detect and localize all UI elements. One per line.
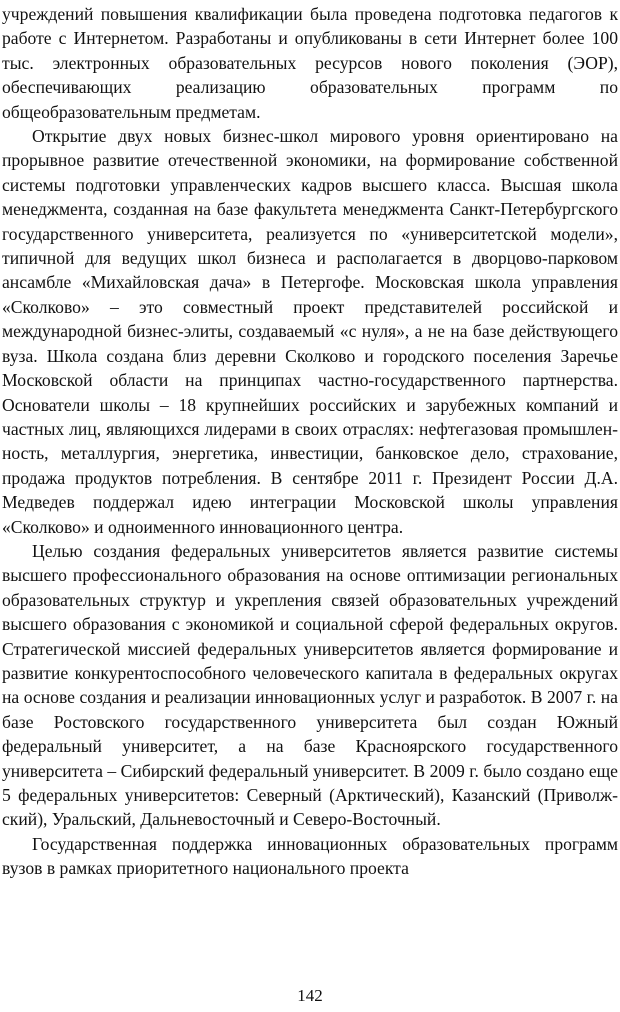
paragraph-1: учреждений повышения квалификации была проведена подготовка педагогов к работе с Интернетом. Разработаны и опубликованы в сети Интернет более 100 тыс. электронных образовательных ресурсов нового поколения (ЭОР), обеспечивающих реализацию образовательных программ по общеобразовательным предметам. [2, 4, 618, 122]
paragraph-4: Государственная поддержка инновационных образовательных программ вузов в рамках приоритетного национального проекта [2, 833, 618, 879]
page-number: 142 [297, 986, 323, 1005]
paragraph-3: Целью создания федеральных университетов является развитие системы высшего профессионального образования на основе оптимизации региональных образовательных структур и укрепления связей образовательных учреждений высшего образования с экономикой и социальной сферой федеральных округов. Стратегической миссией федеральных университетов является формирование и развитие конкурентоспособного человеческого капитала в федеральных округах на основе создания и реализации инновационных услуг и разработок. В 2007 г. на базе Ростовского государственного университета был создан Южный федеральный университет, а на базе Красноярского государственного университета – Сибирский федеральный университет. В 2009 г. было создано еще 5 федеральных университетов: Северный (Арктический), Казанский (Приволжский), Уральский, Дальневосточный и Северо-Восточный. [2, 540, 618, 830]
paragraph-2: Открытие двух новых бизнес-школ мирового уровня ориентировано на прорывное развитие отечественной экономики, на формирование собственной системы подготовки управленческих кадров высшего класса. Высшая школа менеджмента, созданная на базе факультета менеджмента Санкт-Петербургского государственного университета, реализуется по «университетской модели», типичной для ведущих школ бизнеса и располагается в дворцово-парковом ансамбле «Михайловская дача» в Петергофе. Московская школа управления «Сколково» – это совместный проект представителей российской и международной бизнес-элиты, создаваемый «с нуля», а не на базе действующего вуза. Школа создана близ деревни Сколково и городского поселения Заречье Московской области на принципах частно-государственного партнерства. Основатели школы – 18 крупнейших российских и зарубежных компаний и частных лиц, являющихся лидерами в своих отраслях: нефтегазовая промышленность, металлургия, энергетика, инвестиции, банковское дело, страхование, продажа продуктов потребления. В сентябре 2011 г. Президент России Д.А. Медведев поддержал идею интеграции Московской школы управления «Сколково» и одноименного инновационного центра. [2, 126, 618, 537]
